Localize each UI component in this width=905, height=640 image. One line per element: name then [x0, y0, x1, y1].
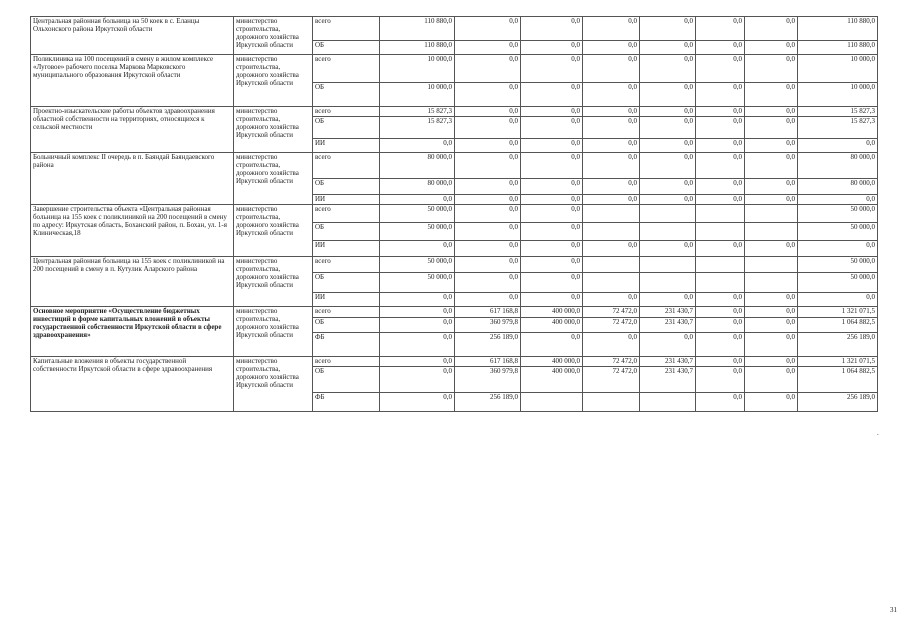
year-value-cell: 0,0 — [745, 41, 798, 55]
total-value-cell: 1 321 071,5 — [798, 307, 878, 318]
year-value-cell: 0,0 — [583, 241, 640, 257]
year-value-cell: 50 000,0 — [380, 257, 455, 273]
year-value-cell: 0,0 — [745, 153, 798, 179]
year-value-cell — [640, 223, 696, 241]
total-value-cell: 50 000,0 — [798, 205, 878, 223]
table-body — [31, 17, 878, 412]
total-value-cell: 50 000,0 — [798, 223, 878, 241]
year-value-cell: 0,0 — [455, 205, 521, 223]
year-value-cell — [745, 223, 798, 241]
executor-cell: министерство строительства, дорожного хозяйства Иркутской области — [234, 257, 313, 307]
executor-cell: министерство строительства, дорожного хозяйства Иркутской области — [234, 205, 313, 257]
year-value-cell: 0,0 — [521, 293, 583, 307]
year-value-cell: 0,0 — [640, 241, 696, 257]
funding-source-cell: ОБ — [313, 273, 380, 293]
year-value-cell — [745, 205, 798, 223]
year-value-cell: 0,0 — [583, 139, 640, 153]
total-value-cell: 1 064 882,5 — [798, 367, 878, 393]
year-value-cell: 0,0 — [455, 139, 521, 153]
year-value-cell: 50 000,0 — [380, 223, 455, 241]
end-mark: . — [877, 429, 879, 437]
year-value-cell: 0,0 — [521, 117, 583, 139]
funding-source-cell: ОБ — [313, 367, 380, 393]
year-value-cell: 0,0 — [745, 55, 798, 83]
year-value-cell: 0,0 — [696, 55, 745, 83]
total-value-cell: 0,0 — [798, 139, 878, 153]
year-value-cell: 0,0 — [696, 293, 745, 307]
year-value-cell: 0,0 — [745, 318, 798, 333]
table-row — [31, 307, 878, 318]
year-value-cell: 0,0 — [380, 195, 455, 205]
total-value-cell: 0,0 — [798, 195, 878, 205]
year-value-cell — [640, 393, 696, 412]
year-value-cell: 0,0 — [696, 318, 745, 333]
funding-source-cell: ИИ — [313, 139, 380, 153]
year-value-cell: 50 000,0 — [380, 273, 455, 293]
year-value-cell: 360 979,8 — [455, 367, 521, 393]
year-value-cell: 0,0 — [745, 307, 798, 318]
year-value-cell: 0,0 — [583, 55, 640, 83]
year-value-cell: 0,0 — [745, 179, 798, 195]
funding-source-cell: ОБ — [313, 117, 380, 139]
year-value-cell — [640, 257, 696, 273]
table-row — [31, 55, 878, 83]
executor-cell: министерство строительства, дорожного хозяйства Иркутской области — [234, 107, 313, 153]
year-value-cell: 72 472,0 — [583, 318, 640, 333]
year-value-cell: 0,0 — [696, 333, 745, 357]
year-value-cell: 110 880,0 — [380, 41, 455, 55]
year-value-cell: 0,0 — [696, 17, 745, 41]
year-value-cell — [583, 257, 640, 273]
year-value-cell: 0,0 — [380, 357, 455, 367]
year-value-cell: 0,0 — [380, 318, 455, 333]
year-value-cell — [696, 273, 745, 293]
year-value-cell: 0,0 — [696, 307, 745, 318]
total-value-cell: 110 880,0 — [798, 17, 878, 41]
year-value-cell: 0,0 — [696, 117, 745, 139]
year-value-cell: 0,0 — [696, 139, 745, 153]
year-value-cell: 231 430,7 — [640, 367, 696, 393]
funding-source-cell: ОБ — [313, 318, 380, 333]
year-value-cell — [640, 273, 696, 293]
year-value-cell: 0,0 — [521, 179, 583, 195]
year-value-cell: 0,0 — [380, 293, 455, 307]
year-value-cell: 0,0 — [583, 333, 640, 357]
funding-source-cell: всего — [313, 107, 380, 117]
year-value-cell: 0,0 — [583, 293, 640, 307]
table-row — [31, 205, 878, 223]
year-value-cell: 10 000,0 — [380, 55, 455, 83]
total-value-cell: 15 827,3 — [798, 107, 878, 117]
year-value-cell: 0,0 — [583, 117, 640, 139]
year-value-cell — [640, 205, 696, 223]
year-value-cell: 0,0 — [745, 393, 798, 412]
year-value-cell: 0,0 — [640, 117, 696, 139]
year-value-cell: 0,0 — [521, 107, 583, 117]
year-value-cell: 15 827,3 — [380, 117, 455, 139]
funding-source-cell: ОБ — [313, 83, 380, 107]
year-value-cell: 0,0 — [521, 153, 583, 179]
year-value-cell: 0,0 — [696, 241, 745, 257]
executor-cell: министерство строительства, дорожного хозяйства Иркутской области — [234, 153, 313, 205]
year-value-cell: 72 472,0 — [583, 367, 640, 393]
year-value-cell: 0,0 — [380, 367, 455, 393]
year-value-cell: 0,0 — [521, 139, 583, 153]
total-value-cell: 0,0 — [798, 293, 878, 307]
year-value-cell: 617 168,8 — [455, 357, 521, 367]
year-value-cell: 0,0 — [745, 357, 798, 367]
year-value-cell: 0,0 — [521, 205, 583, 223]
page-number: 31 — [890, 606, 897, 614]
total-value-cell: 256 189,0 — [798, 333, 878, 357]
year-value-cell: 0,0 — [640, 153, 696, 179]
year-value-cell: 0,0 — [640, 179, 696, 195]
year-value-cell: 400 000,0 — [521, 318, 583, 333]
year-value-cell: 0,0 — [521, 273, 583, 293]
year-value-cell: 231 430,7 — [640, 318, 696, 333]
item-name-cell: Поликлиника на 100 посещений в смену в жилом комплексе «Луговое» рабочего поселка Маркова Марковского муниципального образования Иркутской области — [31, 55, 234, 107]
year-value-cell: 0,0 — [455, 273, 521, 293]
item-name-cell: Центральная районная больница на 50 коек в с. Еланцы Ольхонского района Иркутской области — [31, 17, 234, 55]
year-value-cell: 0,0 — [696, 41, 745, 55]
year-value-cell: 0,0 — [455, 83, 521, 107]
year-value-cell: 0,0 — [455, 117, 521, 139]
year-value-cell: 0,0 — [455, 153, 521, 179]
total-value-cell: 1 064 882,5 — [798, 318, 878, 333]
year-value-cell: 0,0 — [640, 17, 696, 41]
year-value-cell: 400 000,0 — [521, 357, 583, 367]
funding-source-cell: всего — [313, 205, 380, 223]
year-value-cell: 0,0 — [583, 17, 640, 41]
year-value-cell: 0,0 — [640, 333, 696, 357]
year-value-cell: 231 430,7 — [640, 307, 696, 318]
year-value-cell: 0,0 — [745, 293, 798, 307]
year-value-cell: 0,0 — [455, 179, 521, 195]
year-value-cell: 0,0 — [640, 293, 696, 307]
year-value-cell: 0,0 — [521, 41, 583, 55]
item-name-cell: Проектно-изыскательские работы объектов здравоохранения областной собственности на территориях, относящихся к сельской местности — [31, 107, 234, 153]
year-value-cell: 0,0 — [745, 367, 798, 393]
year-value-cell: 256 189,0 — [455, 393, 521, 412]
year-value-cell: 0,0 — [583, 83, 640, 107]
year-value-cell: 0,0 — [521, 241, 583, 257]
funding-source-cell: всего — [313, 153, 380, 179]
year-value-cell: 0,0 — [455, 107, 521, 117]
year-value-cell — [583, 223, 640, 241]
budget-table-sheet — [30, 16, 878, 412]
funding-source-cell: всего — [313, 17, 380, 41]
total-value-cell: 50 000,0 — [798, 273, 878, 293]
year-value-cell: 0,0 — [583, 179, 640, 195]
year-value-cell: 0,0 — [745, 83, 798, 107]
year-value-cell: 0,0 — [745, 241, 798, 257]
funding-source-cell: ИИ — [313, 293, 380, 307]
table-row — [31, 153, 878, 179]
item-name-cell: Завершение строительства объекта «Центральная районная больница на 155 коек с поликлиникой на 200 посещений в смену по адресу: Иркутская область, Боханский район, п. Бохан, ул. 1-я Клиническая,18 — [31, 205, 234, 257]
year-value-cell: 0,0 — [745, 17, 798, 41]
year-value-cell: 0,0 — [521, 195, 583, 205]
funding-source-cell: ИИ — [313, 195, 380, 205]
year-value-cell: 0,0 — [640, 195, 696, 205]
total-value-cell: 80 000,0 — [798, 179, 878, 195]
year-value-cell: 256 189,0 — [455, 333, 521, 357]
year-value-cell: 0,0 — [640, 139, 696, 153]
year-value-cell: 72 472,0 — [583, 357, 640, 367]
year-value-cell: 50 000,0 — [380, 205, 455, 223]
year-value-cell: 0,0 — [380, 139, 455, 153]
year-value-cell — [745, 257, 798, 273]
year-value-cell: 0,0 — [380, 307, 455, 318]
item-name-cell: Основное мероприятие «Осуществление бюджетных инвестиций в форме капитальных вложений в объекты государственной собственности Иркутской области в сфере здравоохранения» — [31, 307, 234, 357]
year-value-cell: 0,0 — [521, 55, 583, 83]
year-value-cell: 0,0 — [583, 41, 640, 55]
item-name-cell: Больничный комплекс II очередь в п. Баяндай Баяндаевского района — [31, 153, 234, 205]
year-value-cell: 360 979,8 — [455, 318, 521, 333]
year-value-cell: 0,0 — [583, 195, 640, 205]
table-row — [31, 257, 878, 273]
year-value-cell: 0,0 — [455, 195, 521, 205]
total-value-cell: 0,0 — [798, 241, 878, 257]
executor-cell: министерство строительства, дорожного хозяйства Иркутской области — [234, 357, 313, 412]
year-value-cell: 0,0 — [380, 333, 455, 357]
year-value-cell: 0,0 — [455, 223, 521, 241]
table-row — [31, 17, 878, 41]
year-value-cell: 0,0 — [696, 195, 745, 205]
funding-source-cell: ОБ — [313, 223, 380, 241]
year-value-cell — [696, 223, 745, 241]
funding-source-cell: всего — [313, 357, 380, 367]
total-value-cell: 1 321 071,5 — [798, 357, 878, 367]
total-value-cell: 10 000,0 — [798, 55, 878, 83]
item-name-cell: Капитальные вложения в объекты государственной собственности Иркутской области в сфере здравоохранения — [31, 357, 234, 412]
year-value-cell: 0,0 — [696, 153, 745, 179]
year-value-cell: 0,0 — [455, 293, 521, 307]
table-row — [31, 357, 878, 367]
year-value-cell — [745, 273, 798, 293]
year-value-cell: 0,0 — [640, 83, 696, 107]
funding-source-cell: ФБ — [313, 393, 380, 412]
year-value-cell: 0,0 — [745, 139, 798, 153]
total-value-cell: 110 880,0 — [798, 41, 878, 55]
executor-cell: министерство строительства, дорожного хозяйства Иркутской области — [234, 17, 313, 55]
year-value-cell: 110 880,0 — [380, 17, 455, 41]
executor-cell: министерство строительства, дорожного хозяйства Иркутской области — [234, 55, 313, 107]
year-value-cell: 0,0 — [640, 41, 696, 55]
funding-source-cell: всего — [313, 257, 380, 273]
year-value-cell: 15 827,3 — [380, 107, 455, 117]
year-value-cell: 0,0 — [696, 357, 745, 367]
funding-source-cell: ОБ — [313, 41, 380, 55]
year-value-cell: 0,0 — [521, 257, 583, 273]
year-value-cell: 0,0 — [455, 241, 521, 257]
year-value-cell — [696, 257, 745, 273]
year-value-cell: 0,0 — [455, 41, 521, 55]
total-value-cell: 15 827,3 — [798, 117, 878, 139]
year-value-cell: 0,0 — [696, 367, 745, 393]
year-value-cell: 0,0 — [745, 333, 798, 357]
year-value-cell: 0,0 — [745, 107, 798, 117]
total-value-cell: 256 189,0 — [798, 393, 878, 412]
year-value-cell: 80 000,0 — [380, 179, 455, 195]
year-value-cell: 0,0 — [521, 223, 583, 241]
year-value-cell: 0,0 — [521, 83, 583, 107]
year-value-cell: 0,0 — [696, 107, 745, 117]
funding-source-cell: ИИ — [313, 241, 380, 257]
budget-table — [30, 16, 878, 412]
year-value-cell: 0,0 — [583, 153, 640, 179]
year-value-cell: 80 000,0 — [380, 153, 455, 179]
item-name-cell: Центральная районная больница на 155 коек с поликлиникой на 200 посещений в смену в п. Кутулик Аларского района — [31, 257, 234, 307]
year-value-cell: 231 430,7 — [640, 357, 696, 367]
year-value-cell: 0,0 — [696, 83, 745, 107]
year-value-cell: 400 000,0 — [521, 307, 583, 318]
table-row — [31, 107, 878, 117]
funding-source-cell: ОБ — [313, 179, 380, 195]
year-value-cell: 0,0 — [583, 107, 640, 117]
total-value-cell: 80 000,0 — [798, 153, 878, 179]
year-value-cell — [583, 393, 640, 412]
year-value-cell: 0,0 — [455, 257, 521, 273]
year-value-cell — [583, 273, 640, 293]
funding-source-cell: всего — [313, 55, 380, 83]
year-value-cell: 400 000,0 — [521, 367, 583, 393]
year-value-cell: 0,0 — [640, 55, 696, 83]
year-value-cell: 10 000,0 — [380, 83, 455, 107]
year-value-cell — [696, 205, 745, 223]
year-value-cell: 0,0 — [521, 333, 583, 357]
total-value-cell: 10 000,0 — [798, 83, 878, 107]
funding-source-cell: ФБ — [313, 333, 380, 357]
year-value-cell — [583, 205, 640, 223]
funding-source-cell: всего — [313, 307, 380, 318]
year-value-cell: 617 168,8 — [455, 307, 521, 318]
total-value-cell: 50 000,0 — [798, 257, 878, 273]
year-value-cell: 0,0 — [745, 117, 798, 139]
year-value-cell: 72 472,0 — [583, 307, 640, 318]
year-value-cell: 0,0 — [380, 241, 455, 257]
year-value-cell: 0,0 — [521, 17, 583, 41]
executor-cell: министерство строительства, дорожного хозяйства Иркутской области — [234, 307, 313, 357]
year-value-cell: 0,0 — [696, 393, 745, 412]
year-value-cell: 0,0 — [696, 179, 745, 195]
year-value-cell: 0,0 — [640, 107, 696, 117]
year-value-cell — [521, 393, 583, 412]
year-value-cell: 0,0 — [455, 55, 521, 83]
year-value-cell: 0,0 — [745, 195, 798, 205]
year-value-cell: 0,0 — [455, 17, 521, 41]
year-value-cell: 0,0 — [380, 393, 455, 412]
